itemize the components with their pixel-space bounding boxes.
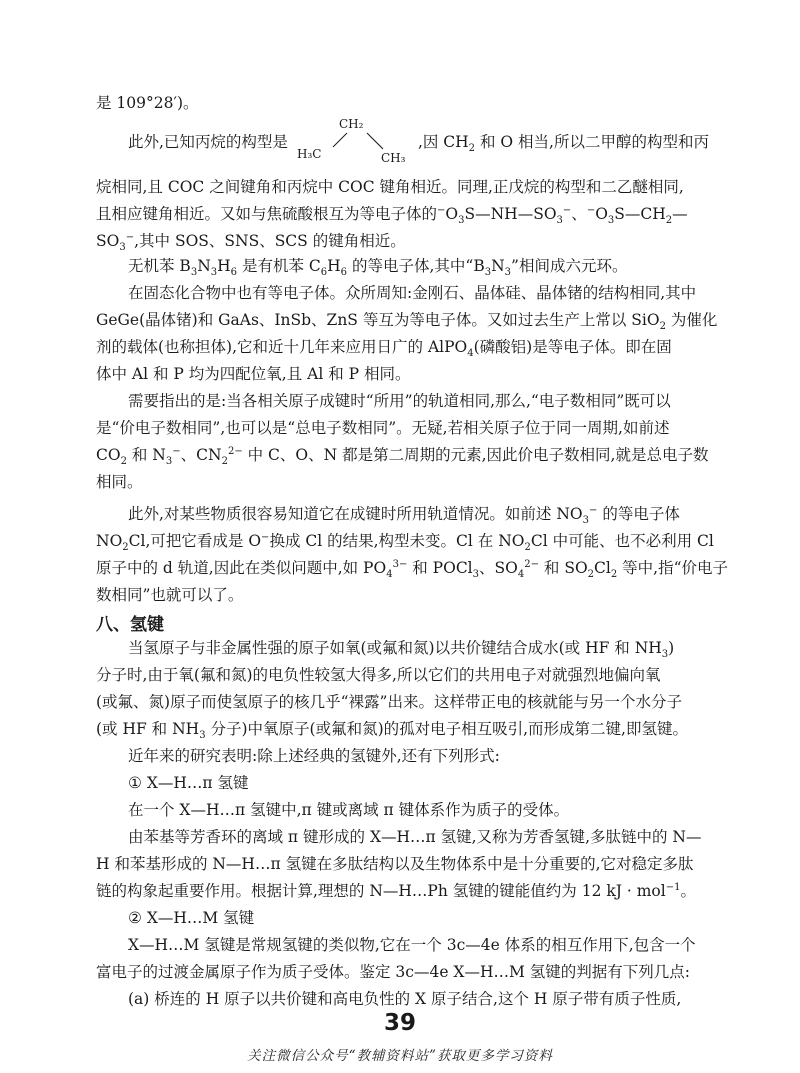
structure-top-group: CH₂ (339, 117, 364, 131)
text-line: ② X—H…M 氢键 (128, 909, 255, 927)
text-line: $SO_3^-$,其中 SOS、SNS、SCS 的键角相近。 (96, 231, 406, 254)
text-line: 烷相同,且 COC 之间键角和丙烷中 COC 键角相近。同理,正戊烷的构型和二乙醚相同, (96, 178, 684, 196)
text-line: 是 109°28′)。 (96, 94, 199, 112)
text-line: 在一个 X—H…π 氢键中,π 键或离域 π 键体系作为质子的受体。 (128, 801, 570, 819)
text-line: 需要指出的是:当各相关原子成键时“所用”的轨道相同,那么,“电子数相同”既可以 (128, 392, 671, 410)
text-line: 数相同”也就可以了。 (96, 586, 244, 604)
text-line: $CO_2$ 和 $N_3^-$、$CN_2^{2-}$ 中 C、O、N 都是第二周期的元素,因此价电子数相同,就是总电子数 (96, 445, 709, 468)
footer-note: 关注微信公众号“教辅资料站”获取更多学习资料 (247, 1048, 553, 1064)
text-line: 剂的载体(也称担体),它和近十几年来应用日广的 AlPO$_4$(磷酸铝)是等电子体。即在固 (96, 338, 672, 360)
text-line: 富电子的过渡金属原子作为质子受体。鉴定 3c—4e X—H…M 氢键的判据有下列几点: (96, 963, 691, 981)
text-line: 在固态化合物中也有等电子体。众所周知:金刚石、晶体硅、晶体锗的结构相同,其中 (128, 284, 697, 302)
text-line: 此外,对某些物质很容易知道它在成键时所用轨道情况。如前述 $NO_3^-$ 的等电子体 (128, 504, 680, 527)
page-number: 39 (383, 1010, 416, 1036)
text-line: H 和苯基形成的 N—H…π 氢键在多肽结构以及生物体系中是十分重要的,它对稳定多肽 (96, 855, 694, 873)
propane-structure (297, 117, 419, 167)
text-line: 链的构象起重要作用。根据计算,理想的 N—H…Ph 氢键的键能值约为 12 kJ · mol$^{-1}$。 (96, 881, 696, 900)
text-line: 无机苯 $B_3N_3H_6$ 是有机苯 $C_6H_6$ 的等电子体,其中“$B_3N_3$”相间成六元环。 (128, 257, 628, 279)
text-line: 由苯基等芳香环的离域 π 键形成的 X—H…π 氢键,又称为芳香氢键,多肽链中的 N— (128, 828, 702, 846)
text-line: 体中 Al 和 P 均为四配位氧,且 Al 和 P 相同。 (96, 365, 411, 383)
text-line: X—H…M 氢键是常规氢键的类似物,它在一个 3c—4e 体系的相互作用下,包含一个 (128, 936, 696, 954)
structure-left-group: H₃C (297, 147, 322, 161)
section-heading: 八、氢键 (96, 615, 164, 635)
text-line: 且相应键角相近。又如与焦硫酸根互为等电子体的$^-O_3S—NH—SO_3^-$、$^-O_3S—CH_2—$ (96, 204, 688, 227)
text-line: 原子中的 d 轨道,因此在类似问题中,如 $PO_4^{3-}$ 和 POCl$_3$、$SO_4^{2-}$ 和 $SO_2Cl_2$ 等中,指“价电子 (96, 558, 729, 581)
text-line: (或 HF 和 $NH_3$ 分子)中氧原子(或氟和氮)的孤对电子相互吸引,而形成第二键,即氢键。 (96, 720, 688, 742)
text-line: GeGe(晶体锗)和 GaAs、InSb、ZnS 等互为等电子体。又如过去生产上常以 SiO$_2$ 为催化 (96, 311, 718, 333)
structure-right-group: CH₃ (381, 151, 406, 165)
text-line: 相同。 (96, 473, 143, 491)
text-line: (a) 桥连的 H 原子以共价键和高电负性的 X 原子结合,这个 H 原子带有质子性质, (128, 990, 682, 1008)
text-line: 此外,已知丙烷的构型是 ,因 $CH_2$ 和 O 相当,所以二甲醇的构型和丙 (128, 133, 709, 155)
text-line: 是“价电子数相同”,也可以是“总电子数相同”。无疑,若相关原子位于同一周期,如前述 (96, 419, 670, 437)
text-line: (或氟、氮)原子而使氢原子的核几乎“裸露”出来。这样带正电的核就能与另一个水分子 (96, 693, 682, 711)
text-line: ① X—H…π 氢键 (128, 774, 249, 792)
text-line: 分子时,由于氧(氟和氮)的电负性较氢大得多,所以它们的共用电子对就强烈地偏向氧 (96, 666, 661, 684)
text-line: 近年来的研究表明:除上述经典的氢键外,还有下列形式: (128, 747, 500, 765)
text-line: 当氢原子与非金属性强的原子如氧(或氟和氮)以共价键结合成水(或 HF 和 $NH_3$) (128, 639, 675, 661)
text-line: $NO_2Cl$,可把它看成是 O−换成 Cl 的结果,构型未变。Cl 在 $NO_2Cl$ 中可能、也不必利用 Cl (96, 531, 714, 554)
